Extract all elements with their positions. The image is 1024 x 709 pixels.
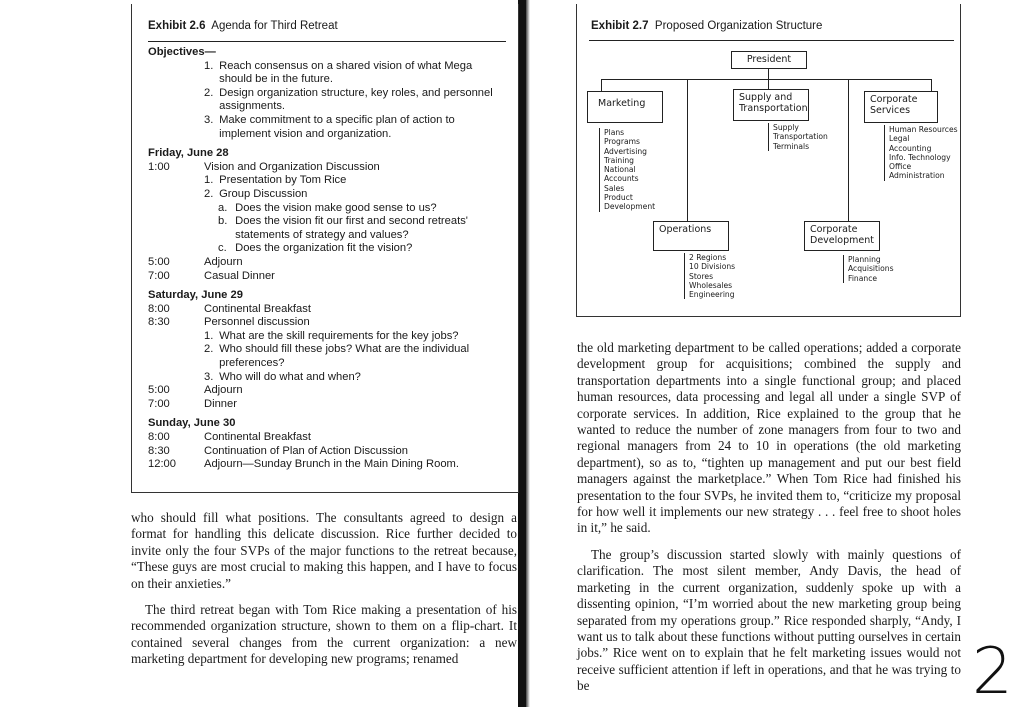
- gutter-shadow: [526, 0, 530, 707]
- item-text: Make commitment to a specific plan of action to implement vision and organization.: [219, 113, 455, 140]
- function-item: Sales: [604, 183, 625, 193]
- activity: Vision and Organization Discussion: [204, 160, 380, 173]
- org-box-corporate-development: [804, 221, 880, 251]
- item-text: Who should fill these jobs? What are the individual preferences?: [219, 343, 470, 370]
- activity: Adjourn—Sunday Brunch in the Main Dining Room.: [204, 458, 459, 471]
- agenda-subitem: [148, 343, 508, 370]
- agenda-row: [148, 384, 508, 398]
- exhibit-2-6-agenda: [131, 4, 519, 493]
- org-chart: [577, 4, 960, 316]
- agenda-row: [148, 303, 508, 317]
- item-letter: b.: [218, 215, 228, 228]
- item-text: Does the vision make good sense to us?: [235, 201, 437, 214]
- connector-line: [931, 79, 932, 91]
- item-number: 1.: [204, 329, 214, 342]
- connector-line: [601, 79, 931, 80]
- connector-line: [687, 79, 688, 221]
- handwritten-page-mark: 2: [972, 635, 1013, 709]
- day-heading: Sunday, June 30: [148, 417, 236, 430]
- time: 12:00: [148, 458, 176, 471]
- box-label: Corporate Services: [870, 94, 918, 116]
- agenda-row: [148, 458, 508, 472]
- box-label: Operations: [659, 224, 712, 235]
- activity: Continental Breakfast: [204, 431, 311, 444]
- paragraph: the old marketing department to be called operations; added a corporate development group for acquisitions; combined the supply and transportation departments into a single functional group; and placed human resources, data processing and legal all under a single SVP of corporate services. In addition, Rice explained to the group that he wanted to reduce the number of zone managers from four to two and regional managers from 24 to 10 in operations (the old marketing department), so as to, “tighten up management and put our best field managers against the marketplace.” When Tom Rice had finished his presentation to the four SVPs, he invited them to, “criticize my proposal for how well it implements our new strategy . . . feel free to shoot holes in it,” he said.: [577, 340, 961, 536]
- time: 8:30: [148, 316, 170, 329]
- connector-line: [601, 79, 602, 91]
- activity: Dinner: [204, 397, 237, 410]
- exhibit-label: Exhibit 2.7: [591, 20, 649, 32]
- function-item: Info. Technology: [889, 152, 951, 162]
- day-heading: Friday, June 28: [148, 147, 229, 160]
- item-number: 3.: [204, 370, 214, 383]
- agenda-subitem: [148, 330, 508, 344]
- operations-functions: [684, 253, 735, 299]
- box-label: Supply and Transportation: [739, 92, 808, 114]
- exhibit-caption: Agenda for Third Retreat: [211, 20, 338, 32]
- exhibit-2-7-org-chart: [576, 4, 961, 317]
- corporate-development-functions: [843, 255, 894, 283]
- item-letter: a.: [218, 201, 228, 214]
- time: 7:00: [148, 397, 170, 410]
- objectives-list: [148, 60, 508, 142]
- exhibit-title: [148, 20, 338, 32]
- supply-functions: [768, 123, 828, 151]
- time: 7:00: [148, 269, 170, 282]
- item-text: Reach consensus on a shared vision of what Mega should be in the future.: [219, 59, 473, 86]
- time: 8:00: [148, 302, 170, 315]
- marketing-functions: [599, 128, 655, 212]
- agenda-row: [148, 398, 508, 412]
- function-item: Accounts: [604, 174, 639, 184]
- agenda-row: [148, 431, 508, 445]
- function-item: Wholesales: [689, 280, 733, 290]
- function-item: Office: [889, 162, 912, 172]
- function-item: Legal: [889, 134, 910, 144]
- org-box-president: [731, 51, 807, 69]
- item-letter: c.: [218, 242, 227, 255]
- item-number: 2.: [204, 343, 214, 356]
- exhibit-label: Exhibit 2.6: [148, 20, 206, 32]
- activity: Adjourn: [204, 384, 243, 397]
- right-body-text: [577, 340, 961, 695]
- function-item: Transportation: [773, 132, 828, 142]
- item-text: Group Discussion: [219, 187, 308, 200]
- function-item: 10 Divisions: [689, 262, 736, 272]
- box-label: Marketing: [598, 98, 646, 109]
- item-number: 2.: [204, 187, 214, 200]
- agenda-subitem: [148, 188, 508, 202]
- agenda-row: [148, 256, 508, 270]
- function-item: Engineering: [689, 290, 735, 300]
- activity: Adjourn: [204, 255, 243, 268]
- item-number: 1.: [204, 174, 214, 187]
- item-number: 3.: [204, 113, 214, 126]
- item-number: 2.: [204, 86, 214, 99]
- connector-line: [768, 69, 769, 79]
- activity: Personnel discussion: [204, 316, 310, 329]
- item-text: Presentation by Tom Rice: [219, 174, 347, 187]
- objective-item: [204, 60, 508, 87]
- paragraph: The third retreat began with Tom Rice making a presentation of his recommended organization structure, shown to them on a flip-chart. It contained several changes from the current organization: a new marketing department for developing new programs; renamed: [131, 602, 517, 667]
- item-text: Does the organization fit the vision?: [235, 242, 413, 255]
- time: 8:30: [148, 444, 170, 457]
- function-item: Finance: [848, 273, 878, 283]
- item-text: Design organization structure, key roles, and personnel assignments.: [219, 86, 493, 113]
- function-item: Advertising: [604, 146, 647, 156]
- agenda-subitem: [148, 174, 508, 188]
- box-label: Corporate Development: [810, 224, 874, 246]
- agenda-row: [148, 161, 508, 175]
- objective-item: [204, 114, 508, 141]
- agenda-row: [148, 445, 508, 459]
- function-item: Product: [604, 193, 633, 203]
- function-item: Training: [604, 155, 634, 165]
- corporate-services-functions: [884, 125, 958, 181]
- function-item: Human Resources: [889, 125, 958, 134]
- function-item: Development: [604, 202, 656, 212]
- paragraph: who should fill what positions. The consultants agreed to design a format for handling this delicate discussion. Rice further decided to invite only the four SVPs of the major functions to the retreat because, “These guys are most crucial to making this happen, and I have to focus on their anxieties.”: [131, 510, 517, 591]
- function-item: Plans: [604, 128, 625, 137]
- item-number: 1.: [204, 59, 214, 72]
- function-item: Administration: [889, 171, 945, 181]
- agenda: [148, 46, 508, 472]
- function-item: Acquisitions: [848, 264, 894, 274]
- time: 5:00: [148, 384, 170, 397]
- day-heading: Saturday, June 29: [148, 289, 243, 302]
- objective-item: [204, 87, 508, 114]
- org-box-operations: [653, 221, 729, 251]
- connector-line: [768, 79, 769, 89]
- box-label: President: [746, 54, 792, 65]
- function-item: National: [604, 165, 636, 175]
- time: 1:00: [148, 160, 170, 173]
- function-item: Supply: [773, 123, 799, 132]
- objectives-heading: Objectives—: [148, 46, 216, 58]
- agenda-row: [148, 270, 508, 284]
- time: 8:00: [148, 431, 170, 444]
- activity: Casual Dinner: [204, 269, 275, 282]
- org-box-supply-transportation: [733, 89, 809, 121]
- org-box-marketing: [587, 91, 663, 123]
- left-body-text: [131, 510, 517, 668]
- activity: Continental Breakfast: [204, 302, 311, 315]
- exhibit-caption: Proposed Organization Structure: [654, 20, 823, 32]
- agenda-subitem: [148, 371, 508, 385]
- agenda-subitem: [148, 215, 508, 242]
- function-item: 2 Regions: [689, 253, 727, 262]
- agenda-row: [148, 316, 508, 330]
- activity: Continuation of Plan of Action Discussion: [204, 444, 408, 457]
- org-box-corporate-services: [864, 91, 938, 123]
- item-text: Who will do what and when?: [219, 370, 361, 383]
- paragraph: The group’s discussion started slowly with mainly questions of clarification. The most silent member, Andy Davis, the head of marketing in the current organization, suddenly spoke up with a dissenting opinion, “I’m worried about the new marketing group being separated from my operations group.” Rice responded sharply, “Andy, I want us to talk about these functions without putting ourselves in certain jobs.” Rice went on to explain that he felt marketing issues would not receive sufficient attention if left in operations, and that he was trying to be: [577, 546, 961, 694]
- time: 5:00: [148, 255, 170, 268]
- function-item: Accounting: [889, 143, 932, 153]
- item-text: Does the vision fit our first and second retreats' statements of strategy and values?: [235, 215, 468, 241]
- title-rule: [148, 41, 506, 42]
- function-item: Terminals: [773, 141, 810, 151]
- item-text: What are the skill requirements for the key jobs?: [219, 329, 459, 342]
- agenda-subitem: [148, 202, 508, 216]
- function-item: Planning: [848, 255, 881, 264]
- connector-line: [848, 79, 849, 221]
- function-item: Stores: [689, 271, 714, 281]
- agenda-subitem: [148, 242, 508, 256]
- function-item: Programs: [604, 137, 640, 147]
